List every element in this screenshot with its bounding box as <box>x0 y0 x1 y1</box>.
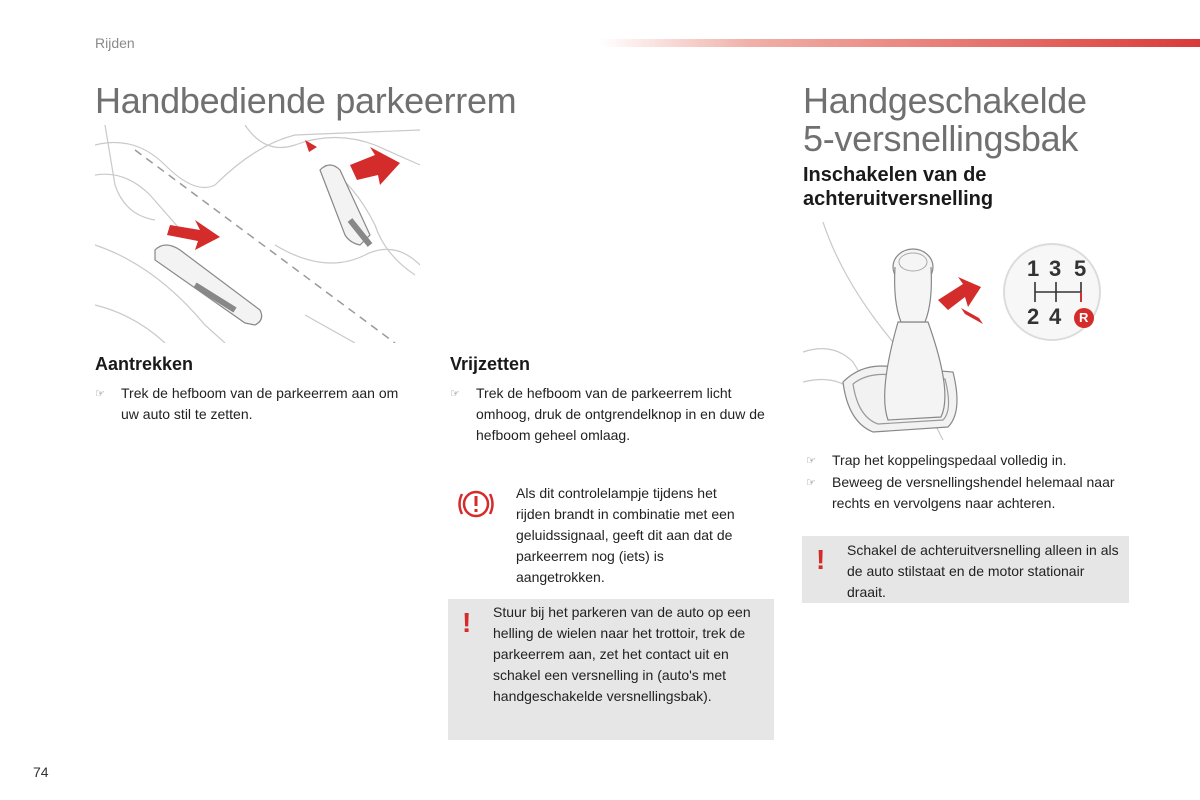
parking-tip-text: Stuur bij het parkeren van de auto op een helling de wielen naar het trottoir, trek de parkeerrem aan, zet het contact uit en schakel een versnelling in (auto's met handgeschakelde versnellingsbak). <box>493 604 751 704</box>
brake-warning-light-icon <box>456 486 496 522</box>
section-label: Rijden <box>95 35 135 51</box>
gear-label-4: 4 <box>1049 304 1062 329</box>
gear-label-3: 3 <box>1049 256 1062 281</box>
list-item-text: Trek de hefboom van de parkeerrem licht omhoog, druk de ontgrendelknop in en duw de hefboom geheel omlaag. <box>476 385 765 443</box>
warning-light-note: Als dit controlelampje tijdens het rijden brandt in combinatie met een geluidssignaal, geeft dit aan dat de parkeerrem nog (iets) is aangetrokken. <box>516 485 735 585</box>
hand-pointer-icon: ☞ <box>806 455 816 467</box>
page-title-manual-gearbox <box>803 82 1163 158</box>
reverse-warning-text: Schakel de achteruitversnelling alleen in als de auto stilstaat en de motor stationair draait. <box>847 542 1119 600</box>
reverse-steps-list <box>806 450 1126 514</box>
list-item-text: Trap het koppelingspedaal volledig in. <box>832 452 1067 468</box>
reverse-warning-box <box>802 536 1129 603</box>
gear-label-2: 2 <box>1027 304 1040 329</box>
release-list <box>450 383 780 446</box>
apply-list <box>95 383 410 425</box>
hand-pointer-icon: ☞ <box>450 388 460 400</box>
subtitle-line-2: achteruitversnelling <box>803 188 994 210</box>
list-item <box>450 383 780 446</box>
parking-brake-illustration <box>95 125 420 343</box>
hand-pointer-icon: ☞ <box>95 388 105 400</box>
list-item-text: Beweeg de versnellingshendel helemaal naar rechts en vervolgens naar achteren. <box>832 474 1115 511</box>
apply-heading: Aantrekken <box>95 354 194 374</box>
page-title-parking-brake: Handbediende parkeerrem <box>95 80 517 121</box>
page-number: 74 <box>33 764 49 780</box>
gear-label-reverse: R <box>1079 310 1089 325</box>
gear-pattern-diagram <box>1002 242 1102 342</box>
list-item-text: Trek de hefboom van de parkeerrem aan om uw auto stil te zetten. <box>121 385 399 422</box>
hand-pointer-icon: ☞ <box>806 477 816 489</box>
warning-exclamation-icon: ! <box>816 544 826 575</box>
header-accent-bar <box>600 39 1200 47</box>
list-item <box>806 450 1126 472</box>
release-heading: Vrijzetten <box>450 354 531 374</box>
list-item <box>95 383 410 425</box>
title-line-1: Handgeschakelde <box>803 80 1087 121</box>
gear-label-5: 5 <box>1074 256 1087 281</box>
list-item <box>806 472 1126 514</box>
parking-tip-box <box>448 599 774 740</box>
warning-exclamation-icon: ! <box>462 607 472 638</box>
gear-label-1: 1 <box>1027 256 1040 281</box>
reverse-gear-subtitle <box>803 163 1133 211</box>
subtitle-line-1: Inschakelen van de <box>803 164 987 186</box>
title-line-2: 5-versnellingsbak <box>803 118 1079 159</box>
